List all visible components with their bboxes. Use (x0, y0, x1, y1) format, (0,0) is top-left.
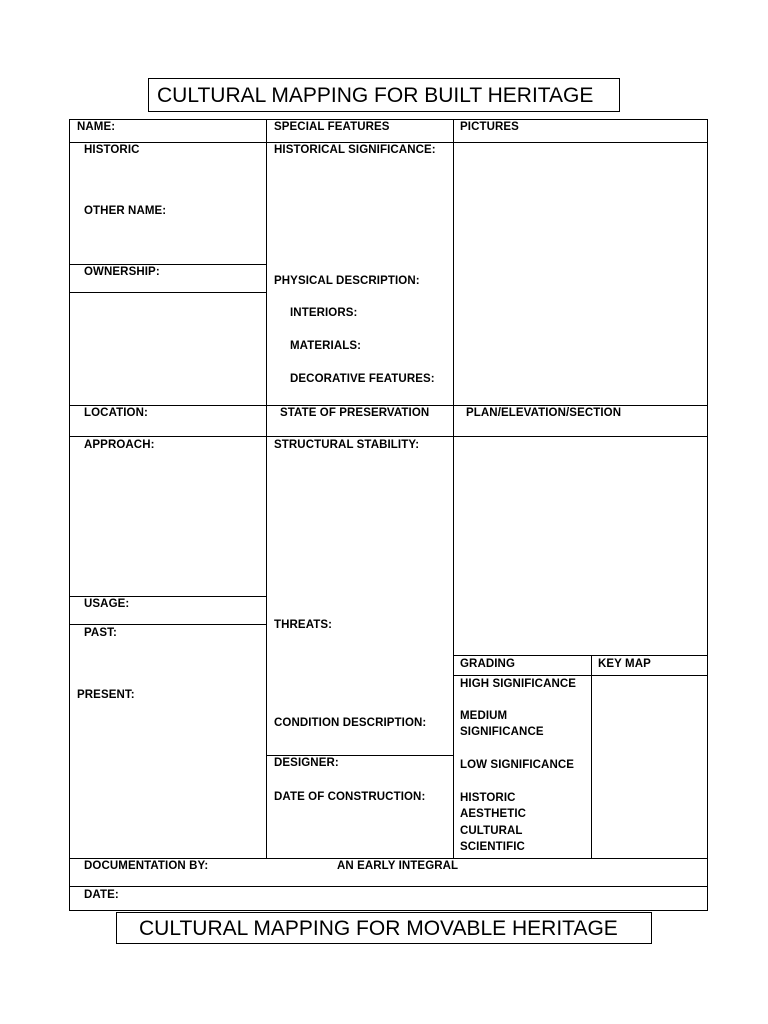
high-significance-label: HIGH SIGNIFICANCE (460, 678, 577, 690)
past-label: PAST: (84, 627, 117, 639)
rule (707, 119, 708, 911)
scientific-value-label: SCIENTIFIC (460, 841, 525, 853)
aesthetic-value-label: AESTHETIC (460, 808, 527, 820)
rule (591, 655, 592, 859)
historical-significance-label: HISTORICAL SIGNIFICANCE: (274, 144, 436, 156)
usage-label: USAGE: (84, 598, 130, 610)
rule (69, 886, 708, 887)
rule (266, 755, 453, 756)
an-early-integral-text: AN EARLY INTEGRAL (337, 860, 459, 872)
cultural-value-label: CULTURAL (460, 825, 523, 837)
movable-heritage-title-text: CULTURAL MAPPING FOR MOVABLE HERITAGE (139, 917, 618, 940)
name-label: NAME: (77, 121, 116, 133)
key-map-label: KEY MAP (598, 658, 651, 670)
rule (453, 655, 708, 656)
rule (69, 596, 266, 597)
decorative-features-label: DECORATIVE FEATURES: (290, 373, 435, 385)
form-title-text: CULTURAL MAPPING FOR BUILT HERITAGE (157, 84, 594, 107)
present-label: PRESENT: (77, 689, 135, 701)
other-name-label: OTHER NAME: (84, 205, 167, 217)
location-label: LOCATION: (84, 407, 148, 419)
medium-significance-label-2: SIGNIFICANCE (460, 726, 544, 738)
special-features-label: SPECIAL FEATURES (274, 121, 390, 133)
rule (453, 675, 708, 676)
rule (69, 292, 266, 293)
documentation-by-label: DOCUMENTATION BY: (84, 860, 209, 872)
medium-significance-label-1: MEDIUM (460, 710, 508, 722)
rule (69, 858, 708, 859)
low-significance-label: LOW SIGNIFICANCE (460, 759, 575, 771)
designer-label: DESIGNER: (274, 757, 339, 769)
rule (69, 624, 266, 625)
rule (453, 119, 454, 859)
rule (69, 119, 70, 911)
rule (69, 119, 708, 120)
physical-description-label: PHYSICAL DESCRIPTION: (274, 275, 420, 287)
rule (69, 264, 266, 265)
materials-label: MATERIALS: (290, 340, 362, 352)
historic-label: HISTORIC (84, 144, 140, 156)
condition-description-label: CONDITION DESCRIPTION: (274, 717, 427, 729)
plan-elevation-section-label: PLAN/ELEVATION/SECTION (466, 407, 622, 419)
rule (69, 405, 708, 406)
grading-label: GRADING (460, 658, 516, 670)
state-of-preservation-label: STATE OF PRESERVATION (280, 407, 430, 419)
date-label: DATE: (84, 889, 119, 901)
approach-label: APPROACH: (84, 439, 155, 451)
date-of-construction-label: DATE OF CONSTRUCTION: (274, 791, 426, 803)
movable-heritage-title (116, 912, 652, 944)
historic-value-label: HISTORIC (460, 792, 516, 804)
form-title (148, 78, 620, 112)
interiors-label: INTERIORS: (290, 307, 358, 319)
rule (266, 119, 267, 859)
rule (69, 436, 708, 437)
rule (69, 910, 708, 911)
pictures-label: PICTURES (460, 121, 519, 133)
rule (69, 142, 708, 143)
ownership-label: OWNERSHIP: (84, 266, 160, 278)
threats-label: THREATS: (274, 619, 333, 631)
structural-stability-label: STRUCTURAL STABILITY: (274, 439, 420, 451)
